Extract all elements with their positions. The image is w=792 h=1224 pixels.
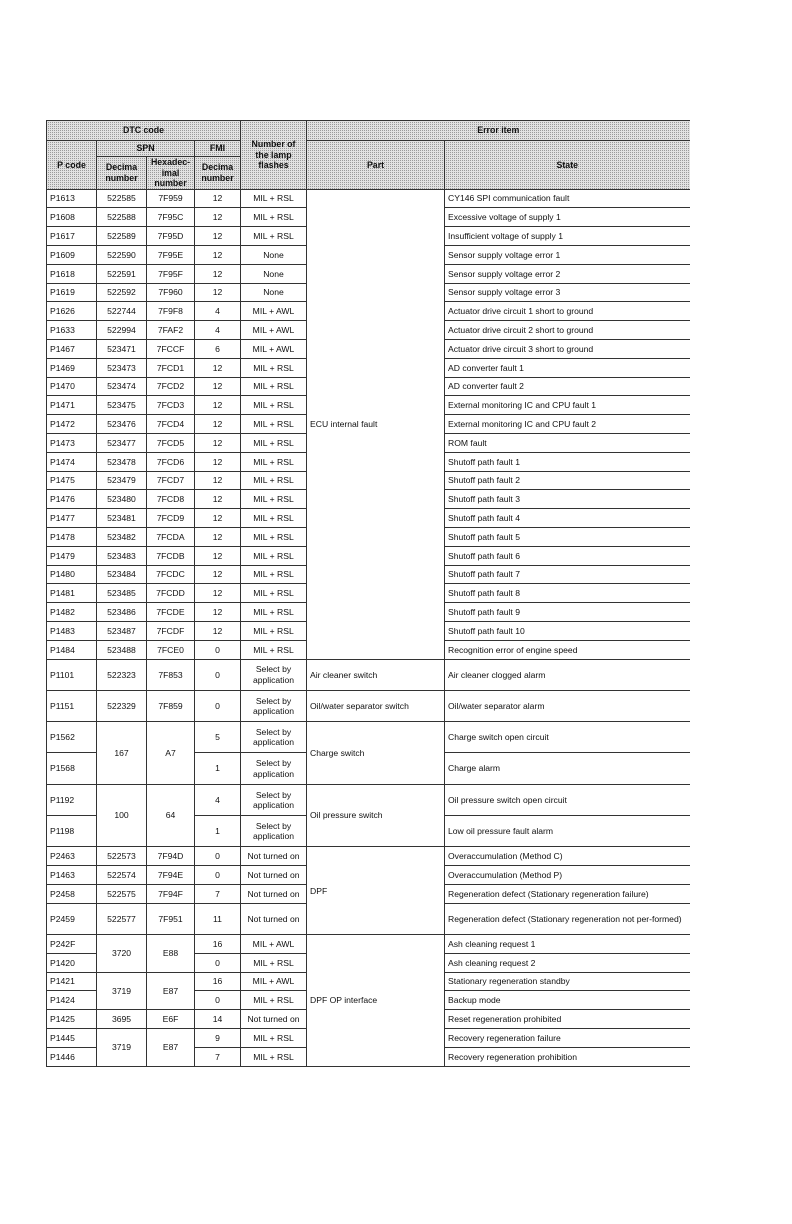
state-cell: Shutoff path fault 6 (445, 546, 690, 565)
state-cell: AD converter fault 2 (445, 377, 690, 396)
fmi-cell: 12 (195, 603, 241, 622)
fmi-cell: 7 (195, 1047, 241, 1066)
state-cell: AD converter fault 1 (445, 358, 690, 377)
fmi-cell: 1 (195, 753, 241, 784)
spn-decimal-cell: 522323 (97, 659, 147, 690)
fmi-cell: 4 (195, 784, 241, 815)
spn-hex-cell: 7F94F (147, 884, 195, 903)
state-cell: Backup mode (445, 991, 690, 1010)
spn-decimal-cell: 523474 (97, 377, 147, 396)
fmi-cell: 0 (195, 866, 241, 885)
spn-hex-cell: 7F959 (147, 189, 195, 208)
p-code-cell: P1424 (47, 991, 97, 1010)
p-code-cell: P1618 (47, 264, 97, 283)
p-code-cell: P1480 (47, 565, 97, 584)
fmi-cell: 12 (195, 264, 241, 283)
state-cell: Shutoff path fault 10 (445, 621, 690, 640)
lamp-flashes-cell: Select by application (241, 722, 307, 753)
spn-decimal-cell: 523483 (97, 546, 147, 565)
spn-decimal-cell: 523481 (97, 509, 147, 528)
p-code-cell: P1477 (47, 509, 97, 528)
fmi-cell: 0 (195, 991, 241, 1010)
p-code-cell: P1471 (47, 396, 97, 415)
state-cell: Stationary regeneration standby (445, 972, 690, 991)
state-cell: ROM fault (445, 434, 690, 453)
spn-decimal-cell: 523485 (97, 584, 147, 603)
lamp-flashes-cell: MIL + RSL (241, 358, 307, 377)
spn-decimal-cell: 523475 (97, 396, 147, 415)
p-code-cell: P1479 (47, 546, 97, 565)
spn-decimal-cell: 523476 (97, 415, 147, 434)
spn-decimal-cell: 522591 (97, 264, 147, 283)
fmi-cell: 12 (195, 208, 241, 227)
spn-hex-cell: 7F960 (147, 283, 195, 302)
fmi-cell: 5 (195, 722, 241, 753)
p-code-cell: P1568 (47, 753, 97, 784)
spn-decimal-cell: 522592 (97, 283, 147, 302)
lamp-flashes-cell: MIL + RSL (241, 584, 307, 603)
p-code-cell: P1608 (47, 208, 97, 227)
state-cell: Actuator drive circuit 1 short to ground (445, 302, 690, 321)
p-code-cell: P1473 (47, 434, 97, 453)
table-row (47, 935, 690, 954)
lamp-flashes-cell: MIL + RSL (241, 640, 307, 659)
table-row (47, 784, 690, 815)
spn-decimal-cell: 167 (97, 722, 147, 785)
lamp-flashes-cell: MIL + RSL (241, 227, 307, 246)
lamp-flashes-cell: MIL + AWL (241, 972, 307, 991)
state-cell: Recovery regeneration failure (445, 1029, 690, 1048)
state-cell: Excessive voltage of supply 1 (445, 208, 690, 227)
state-cell: Sensor supply voltage error 2 (445, 264, 690, 283)
state-cell: Shutoff path fault 8 (445, 584, 690, 603)
state-cell: Regeneration defect (Stationary regeneration not per-formed) (445, 903, 690, 934)
fmi-cell: 12 (195, 189, 241, 208)
spn-decimal-cell: 522329 (97, 690, 147, 721)
p-code-cell: P1476 (47, 490, 97, 509)
fmi-cell: 0 (195, 953, 241, 972)
part-cell: Air cleaner switch (307, 659, 445, 690)
state-cell: Oil/water separator alarm (445, 690, 690, 721)
spn-hex-cell: 7F95D (147, 227, 195, 246)
lamp-flashes-cell: MIL + RSL (241, 603, 307, 622)
spn-hex-cell: 7F95C (147, 208, 195, 227)
p-code-cell: P1626 (47, 302, 97, 321)
spn-decimal-cell: 523484 (97, 565, 147, 584)
dtc-table-page (46, 120, 689, 1067)
fmi-cell: 12 (195, 246, 241, 265)
lamp-flashes-cell: MIL + RSL (241, 452, 307, 471)
spn-hex-cell: 7FCCF (147, 340, 195, 359)
spn-decimal-cell: 523486 (97, 603, 147, 622)
spn-decimal-cell: 3720 (97, 935, 147, 973)
error-item-header: Error item (307, 121, 690, 141)
dtc-table (46, 120, 690, 1067)
spn-hex-cell: 7F859 (147, 690, 195, 721)
spn-hex-cell: 7FCDA (147, 527, 195, 546)
fmi-cell: 0 (195, 847, 241, 866)
lamp-flashes-cell: MIL + AWL (241, 340, 307, 359)
p-code-cell: P1151 (47, 690, 97, 721)
lamp-flashes-cell: MIL + RSL (241, 189, 307, 208)
spn-hex-cell: 7FCDD (147, 584, 195, 603)
spn-hex-cell: 7FCD5 (147, 434, 195, 453)
state-cell: CY146 SPI communication fault (445, 189, 690, 208)
lamp-flashes-cell: Select by application (241, 690, 307, 721)
part-cell: ECU internal fault (307, 189, 445, 659)
lamp-flashes-cell: Select by application (241, 659, 307, 690)
fmi-decimal-header: Decima number (195, 157, 241, 190)
spn-decimal-cell: 522573 (97, 847, 147, 866)
p-code-cell: P1617 (47, 227, 97, 246)
p-code-cell: P1192 (47, 784, 97, 815)
state-cell: External monitoring IC and CPU fault 1 (445, 396, 690, 415)
lamp-flashes-cell: Not turned on (241, 884, 307, 903)
table-row (47, 847, 690, 866)
spn-hex-cell: 7F9F8 (147, 302, 195, 321)
lamp-flashes-cell: None (241, 283, 307, 302)
state-cell: Reset regeneration prohibited (445, 1010, 690, 1029)
p-code-cell: P1198 (47, 816, 97, 847)
p-code-cell: P242F (47, 935, 97, 954)
fmi-cell: 12 (195, 621, 241, 640)
state-cell: Shutoff path fault 2 (445, 471, 690, 490)
p-code-cell: P2458 (47, 884, 97, 903)
spn-hex-cell: 7F94D (147, 847, 195, 866)
spn-decimal-header: Decima number (97, 157, 147, 190)
lamp-flashes-cell: Not turned on (241, 866, 307, 885)
spn-decimal-cell: 522575 (97, 884, 147, 903)
spn-decimal-cell: 523488 (97, 640, 147, 659)
p-code-cell: P2459 (47, 903, 97, 934)
table-row (47, 722, 690, 753)
lamp-flashes-cell: MIL + AWL (241, 302, 307, 321)
fmi-cell: 1 (195, 816, 241, 847)
lamp-flashes-cell: MIL + RSL (241, 396, 307, 415)
part-cell: Oil/water separator switch (307, 690, 445, 721)
fmi-cell: 12 (195, 283, 241, 302)
p-code-cell: P1425 (47, 1010, 97, 1029)
fmi-cell: 12 (195, 377, 241, 396)
spn-decimal-cell: 522744 (97, 302, 147, 321)
spn-hex-cell: 7F95F (147, 264, 195, 283)
part-header: Part (307, 141, 445, 190)
fmi-cell: 6 (195, 340, 241, 359)
spn-decimal-cell: 523480 (97, 490, 147, 509)
spn-decimal-cell: 522588 (97, 208, 147, 227)
fmi-cell: 12 (195, 434, 241, 453)
state-cell: Shutoff path fault 4 (445, 509, 690, 528)
spn-decimal-cell: 100 (97, 784, 147, 847)
state-cell: Shutoff path fault 1 (445, 452, 690, 471)
lamp-flashes-cell: MIL + RSL (241, 565, 307, 584)
p-code-cell: P1484 (47, 640, 97, 659)
fmi-cell: 12 (195, 565, 241, 584)
spn-decimal-cell: 3695 (97, 1010, 147, 1029)
lamp-flashes-cell: MIL + RSL (241, 991, 307, 1010)
p-code-cell: P1469 (47, 358, 97, 377)
p-code-cell: P1613 (47, 189, 97, 208)
spn-hex-cell: 7FAF2 (147, 321, 195, 340)
fmi-cell: 12 (195, 509, 241, 528)
p-code-cell: P1463 (47, 866, 97, 885)
fmi-cell: 12 (195, 584, 241, 603)
lamp-flashes-cell: MIL + RSL (241, 953, 307, 972)
spn-hex-cell: 7FCE0 (147, 640, 195, 659)
fmi-cell: 0 (195, 659, 241, 690)
spn-hex-cell: 7FCD3 (147, 396, 195, 415)
lamp-flashes-cell: Select by application (241, 753, 307, 784)
spn-decimal-cell: 522577 (97, 903, 147, 934)
lamp-flashes-cell: MIL + RSL (241, 471, 307, 490)
p-code-cell: P1483 (47, 621, 97, 640)
fmi-cell: 9 (195, 1029, 241, 1048)
spn-decimal-cell: 523471 (97, 340, 147, 359)
part-cell: DPF OP interface (307, 935, 445, 1067)
lamp-flashes-cell: MIL + RSL (241, 1047, 307, 1066)
spn-hex-cell: 7F951 (147, 903, 195, 934)
state-cell: Oil pressure switch open circuit (445, 784, 690, 815)
lamp-flashes-cell: MIL + AWL (241, 935, 307, 954)
state-cell: Overaccumulation (Method C) (445, 847, 690, 866)
p-code-cell: P1609 (47, 246, 97, 265)
state-cell: Shutoff path fault 5 (445, 527, 690, 546)
state-cell: Shutoff path fault 7 (445, 565, 690, 584)
table-row (47, 659, 690, 690)
p-code-cell: P1481 (47, 584, 97, 603)
spn-hex-cell: 7FCD6 (147, 452, 195, 471)
state-cell: Actuator drive circuit 3 short to ground (445, 340, 690, 359)
table-row (47, 690, 690, 721)
fmi-cell: 4 (195, 302, 241, 321)
spn-decimal-cell: 523477 (97, 434, 147, 453)
lamp-flashes-cell: Not turned on (241, 847, 307, 866)
spn-hex-cell: 7F94E (147, 866, 195, 885)
fmi-cell: 12 (195, 546, 241, 565)
lamp-flashes-cell: MIL + RSL (241, 490, 307, 509)
spn-decimal-cell: 522574 (97, 866, 147, 885)
spn-decimal-cell: 522590 (97, 246, 147, 265)
p-code-cell: P1472 (47, 415, 97, 434)
p-code-cell: P1470 (47, 377, 97, 396)
lamp-flashes-cell: Select by application (241, 816, 307, 847)
lamp-flashes-cell: MIL + RSL (241, 527, 307, 546)
spn-decimal-cell: 522589 (97, 227, 147, 246)
fmi-cell: 7 (195, 884, 241, 903)
lamp-flashes-cell: MIL + RSL (241, 1029, 307, 1048)
spn-hex-cell: 7FCDB (147, 546, 195, 565)
state-header: State (445, 141, 690, 190)
fmi-cell: 12 (195, 396, 241, 415)
lamp-flashes-cell: MIL + AWL (241, 321, 307, 340)
p-code-cell: P1467 (47, 340, 97, 359)
dtc-table-body (47, 189, 690, 1066)
p-code-cell: P1445 (47, 1029, 97, 1048)
spn-hex-cell: 7F95E (147, 246, 195, 265)
p-code-cell: P1562 (47, 722, 97, 753)
lamp-flashes-cell: None (241, 264, 307, 283)
spn-decimal-cell: 523479 (97, 471, 147, 490)
p-code-header: P code (47, 141, 97, 190)
fmi-header: FMI (195, 141, 241, 157)
state-cell: Sensor supply voltage error 1 (445, 246, 690, 265)
spn-hex-cell: E87 (147, 972, 195, 1010)
spn-header: SPN (97, 141, 195, 157)
p-code-cell: P2463 (47, 847, 97, 866)
spn-hex-cell: E87 (147, 1029, 195, 1067)
spn-hex-cell: 7FCDF (147, 621, 195, 640)
lamp-flashes-header: Number of the lamp flashes (241, 121, 307, 190)
state-cell: Charge alarm (445, 753, 690, 784)
spn-hex-cell: 7FCD7 (147, 471, 195, 490)
lamp-flashes-cell: None (241, 246, 307, 265)
lamp-flashes-cell: Not turned on (241, 903, 307, 934)
spn-hex-cell: 7FCDC (147, 565, 195, 584)
state-cell: Sensor supply voltage error 3 (445, 283, 690, 302)
fmi-cell: 12 (195, 227, 241, 246)
state-cell: Insufficient voltage of supply 1 (445, 227, 690, 246)
state-cell: Ash cleaning request 1 (445, 935, 690, 954)
state-cell: Shutoff path fault 3 (445, 490, 690, 509)
state-cell: Low oil pressure fault alarm (445, 816, 690, 847)
spn-decimal-cell: 522994 (97, 321, 147, 340)
spn-decimal-cell: 523473 (97, 358, 147, 377)
lamp-flashes-cell: Select by application (241, 784, 307, 815)
part-cell: DPF (307, 847, 445, 935)
fmi-cell: 12 (195, 358, 241, 377)
spn-hex-cell: 64 (147, 784, 195, 847)
state-cell: Charge switch open circuit (445, 722, 690, 753)
state-cell: External monitoring IC and CPU fault 2 (445, 415, 690, 434)
fmi-cell: 0 (195, 690, 241, 721)
spn-hex-cell: 7FCD1 (147, 358, 195, 377)
fmi-cell: 14 (195, 1010, 241, 1029)
fmi-cell: 12 (195, 415, 241, 434)
spn-hex-cell: 7FCD2 (147, 377, 195, 396)
fmi-cell: 16 (195, 935, 241, 954)
lamp-flashes-cell: MIL + RSL (241, 621, 307, 640)
spn-decimal-cell: 522585 (97, 189, 147, 208)
lamp-flashes-cell: MIL + RSL (241, 377, 307, 396)
p-code-cell: P1421 (47, 972, 97, 991)
p-code-cell: P1482 (47, 603, 97, 622)
state-cell: Regeneration defect (Stationary regeneration failure) (445, 884, 690, 903)
state-cell: Overaccumulation (Method P) (445, 866, 690, 885)
p-code-cell: P1475 (47, 471, 97, 490)
spn-decimal-cell: 3719 (97, 972, 147, 1010)
spn-decimal-cell: 523487 (97, 621, 147, 640)
state-cell: Ash cleaning request 2 (445, 953, 690, 972)
fmi-cell: 12 (195, 452, 241, 471)
spn-hex-cell: 7FCD9 (147, 509, 195, 528)
spn-decimal-cell: 3719 (97, 1029, 147, 1067)
spn-hex-cell: 7FCDE (147, 603, 195, 622)
p-code-cell: P1420 (47, 953, 97, 972)
p-code-cell: P1101 (47, 659, 97, 690)
fmi-cell: 4 (195, 321, 241, 340)
fmi-cell: 12 (195, 527, 241, 546)
spn-decimal-cell: 523482 (97, 527, 147, 546)
lamp-flashes-cell: MIL + RSL (241, 415, 307, 434)
p-code-cell: P1446 (47, 1047, 97, 1066)
fmi-cell: 0 (195, 640, 241, 659)
lamp-flashes-cell: Not turned on (241, 1010, 307, 1029)
fmi-cell: 12 (195, 471, 241, 490)
spn-hex-cell: E6F (147, 1010, 195, 1029)
state-cell: Shutoff path fault 9 (445, 603, 690, 622)
spn-hex-cell: 7FCD4 (147, 415, 195, 434)
p-code-cell: P1633 (47, 321, 97, 340)
lamp-flashes-cell: MIL + RSL (241, 509, 307, 528)
spn-decimal-cell: 523478 (97, 452, 147, 471)
fmi-cell: 16 (195, 972, 241, 991)
lamp-flashes-cell: MIL + RSL (241, 208, 307, 227)
table-row (47, 189, 690, 208)
p-code-cell: P1619 (47, 283, 97, 302)
fmi-cell: 12 (195, 490, 241, 509)
fmi-cell: 11 (195, 903, 241, 934)
state-cell: Recognition error of engine speed (445, 640, 690, 659)
state-cell: Actuator drive circuit 2 short to ground (445, 321, 690, 340)
state-cell: Air cleaner clogged alarm (445, 659, 690, 690)
spn-hex-header: Hexadec-imal number (147, 157, 195, 190)
state-cell: Recovery regeneration prohibition (445, 1047, 690, 1066)
p-code-cell: P1474 (47, 452, 97, 471)
part-cell: Charge switch (307, 722, 445, 785)
lamp-flashes-cell: MIL + RSL (241, 546, 307, 565)
dtc-code-header: DTC code (47, 121, 241, 141)
spn-hex-cell: 7FCD8 (147, 490, 195, 509)
spn-hex-cell: 7F853 (147, 659, 195, 690)
spn-hex-cell: E88 (147, 935, 195, 973)
lamp-flashes-cell: MIL + RSL (241, 434, 307, 453)
spn-hex-cell: A7 (147, 722, 195, 785)
p-code-cell: P1478 (47, 527, 97, 546)
part-cell: Oil pressure switch (307, 784, 445, 847)
